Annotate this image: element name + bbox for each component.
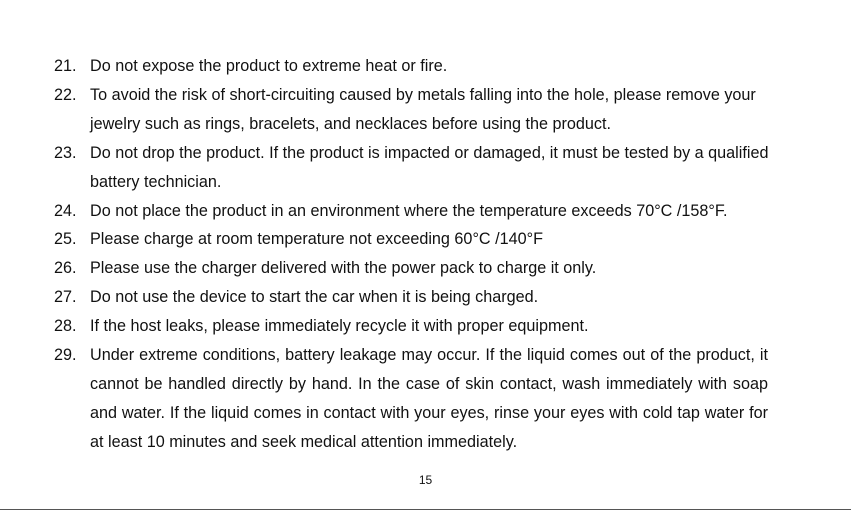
item-number: 27. bbox=[54, 288, 77, 307]
item-number: 24. bbox=[54, 201, 77, 220]
list-item bbox=[54, 312, 794, 341]
item-number: 25. bbox=[54, 230, 77, 249]
item-number: 21. bbox=[54, 57, 77, 75]
item-text: Please charge at room temperature not exceeding 60°C /140°F bbox=[90, 230, 543, 249]
list-item bbox=[54, 197, 794, 226]
item-text: Do not use the device to start the car when it is being charged. bbox=[90, 288, 539, 307]
list-item bbox=[54, 225, 794, 254]
page-number: 15 bbox=[418, 473, 433, 487]
item-text: Do not expose the product to extreme heat or fire. bbox=[90, 57, 448, 75]
item-number: 26. bbox=[54, 259, 77, 278]
item-text: Under extreme conditions, battery leakage may occur. If the liquid comes out of the product, it cannot be handled directly by hand. In the case of skin contact, wash immediately with soap and water. If the liquid comes in contact with your eyes, rinse your eyes with cold tap water for at least 10 minutes and seek medical attention immediately. bbox=[90, 346, 768, 451]
item-text: If the host leaks, please immediately recycle it with proper equipment. bbox=[90, 317, 589, 336]
list-item bbox=[54, 254, 794, 283]
item-number: 22. bbox=[54, 85, 77, 104]
item-text: Please use the charger delivered with the power pack to charge it only. bbox=[90, 259, 597, 278]
item-text: Do not place the product in an environment where the temperature exceeds 70°C /158°F. bbox=[90, 201, 728, 220]
list-item bbox=[54, 283, 794, 312]
item-text: Do not drop the product. If the product is impacted or damaged, it must be tested by a qualified battery technician. bbox=[90, 143, 769, 191]
bottom-rule bbox=[0, 509, 851, 510]
safety-instructions-list bbox=[54, 52, 794, 457]
item-number: 23. bbox=[54, 143, 77, 162]
item-number: 28. bbox=[54, 317, 77, 336]
item-number: 29. bbox=[54, 346, 77, 365]
list-item bbox=[54, 52, 794, 81]
item-text: To avoid the risk of short-circuiting caused by metals falling into the hole, please remove your jewelry such as rings, bracelets, and necklaces before using the product. bbox=[90, 85, 756, 133]
list-item bbox=[54, 341, 794, 457]
list-item bbox=[54, 81, 794, 139]
list-item bbox=[54, 139, 794, 197]
